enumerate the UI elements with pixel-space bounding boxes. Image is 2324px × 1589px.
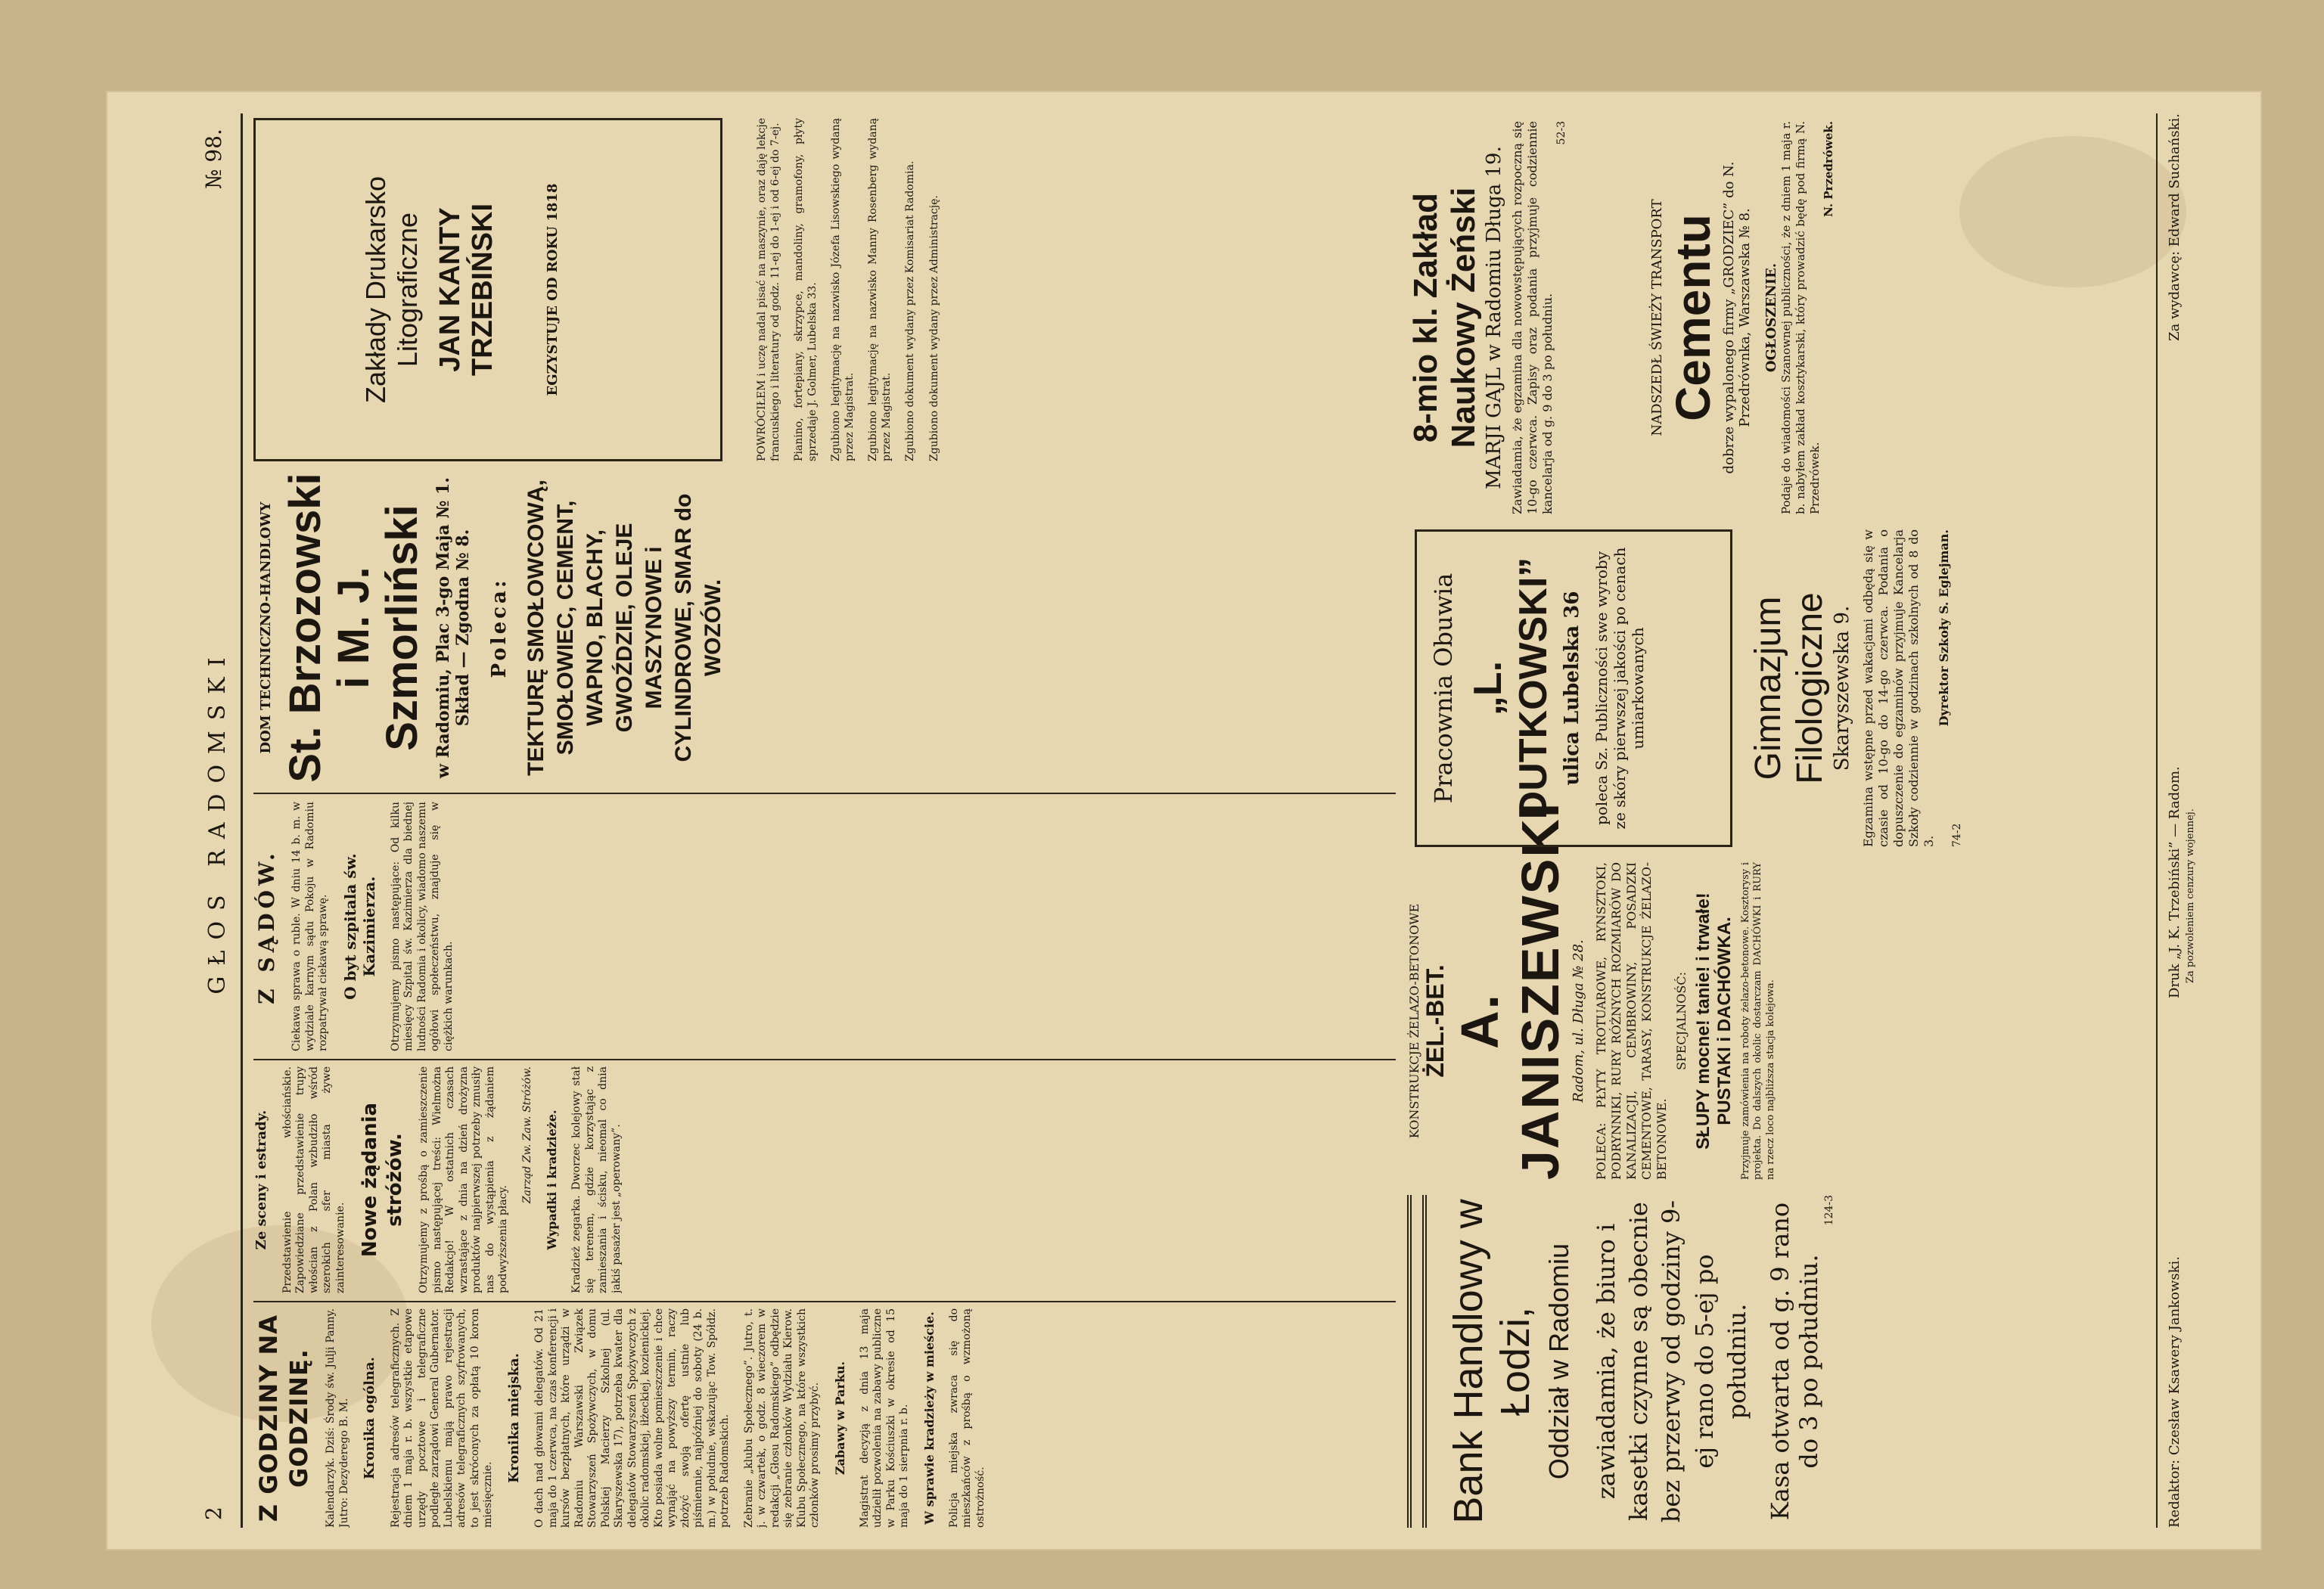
column-rule	[253, 793, 1396, 794]
section-headline: Z GODZINY NA GODZINĘ.	[254, 1314, 313, 1522]
gim-text: Egzamina wstępne przed wakacjami odbędą się w czasie od 10-go do 14-go czerwca. Podania o dopuszczenie do egzaminów przyjmuje Kancelarja Szkoły codziennie w godzinach szkolnych od 8 do 3.	[1861, 529, 1936, 847]
ogl-title: OGŁOSZENIE.	[1763, 262, 1779, 373]
litograf-ad	[253, 118, 722, 461]
small-notice: Pianino, fortepiany, skrzypce, mandoliny, gramofony, płyty sprzedaje J. Golmer, Lubelska 33.	[793, 118, 819, 461]
zak-title: 8-mio kl. Zakład Naukowy Żeński	[1407, 187, 1482, 448]
bank-ad	[1407, 1195, 2148, 1528]
news-column-1	[253, 1308, 1396, 1528]
dom-list: TEKTURĘ SMOŁOWCOWĄ, SMOŁOWIEC, CEMENT, WAPNO, BLACHY, GWOŹDZIE, OLEJE MASZYNOWE i CYLINDROWE, SMAR do WOZÓW.	[524, 479, 726, 776]
jan-spec: SPECJALNOŚĆ:	[1674, 972, 1689, 1070]
kronika-text: Rejestracja adresów telegraficznych. Z dniem 1 maja r. b. wszystkie etapowe urzędy pocztowe i telegraficzne podległe zarządowi General Gubernator. Lubelskiemu mają prawo rejestracji adresów telegraficznych szyfrowanych, to jest skróconych za opłatą 10 koron miesięcznie.	[389, 1308, 494, 1528]
gim-addr: Skaryszewska 9.	[1831, 605, 1853, 771]
gimnazjum-ad	[1748, 529, 2141, 847]
dom-pre: DOM TECHNICZNO-HANDLOWY	[258, 501, 274, 754]
display-ads	[1407, 113, 2148, 1528]
sady-text: Ciekawa sprawa o ruble. W dniu 14 b. m. w wydziale karnym sądu Pokoju w Radomiu rozpatrywał ciekawą sprawę.	[290, 802, 329, 1051]
kronika-title: Kronika ogólna.	[362, 1357, 377, 1479]
bank-kasa: Kasa otwarta od g. 9 rano do 3 po południu.	[1765, 1202, 1823, 1521]
bank-num: 124-3	[1822, 1195, 1835, 1226]
klub-text: Zebranie „klubu Społecznego”. Jutro, t. j. w czwartek, o godz. 8 wieczorem w redakcji „Głosu Radomskiego” odbędzie się zebranie członków Wydziału Kierow. Klubu Społecznego, na które wszystkich członków prosimy przybyć.	[742, 1308, 821, 1528]
footer-druk: Druk „J. K. Trzebiński” — Radom.	[2167, 766, 2183, 998]
footer-wydawca: Za wydawcę: Edward Suchański.	[2167, 113, 2183, 341]
dut-text: poleca Sz. Publiczności swe wyroby ze skóry pierwszej jakości po cenach umiarkowanych	[1592, 547, 1647, 830]
cem-text: dobrze wypalonego firmy „GRODZIEC” do N. Przedrównka, Warszawska № 8.	[1721, 161, 1753, 474]
dut-name: „L. DUTKOWSKI”	[1466, 557, 1555, 820]
footer-cenzura: Za pozwoleniem cenzury wojennej.	[2185, 808, 2196, 983]
dom-poleca: Poleca:	[488, 577, 511, 678]
jan-small: Przyjmuje zamówienia na roboty żelazo-betonowe. Kosztorysy i projekta. Do dalszych okolic dostarczam DACHÓWKI i RURY na rzecz loco najbliższa stacja kolejowa.	[1740, 862, 1776, 1180]
small-notice: Zgubiono dokument wydany przez Komisariat Radomia.	[904, 160, 916, 461]
chain-border	[1407, 1195, 1427, 1528]
wypadki-title: Wypadki i kradzieże.	[545, 1110, 559, 1250]
szpital-title: O byt szpitala św. Kazimierza.	[340, 853, 378, 1000]
jan-text: POLECA: PŁYTY TROTUAROWE, RYNSZTOKI, PODRYNNIKI, RURY RÓŻNYCH ROZMIARÓW DO KANALIZACJI, CEMBROWINY, POSADZKI CEMENTOWE, TARASY, KONSTRUKCJE ŻELAZO-BETONOWE.	[1594, 862, 1669, 1180]
right-ads-strip	[253, 113, 1396, 461]
jan-name: A. JANISZEWSKI	[1450, 801, 1570, 1180]
stroze-sign: Zarząd Zw. Zaw. Stróżów.	[520, 1066, 533, 1204]
small-notice: Zgubiono legitymację na nazwisko Manny Rosenberg wydaną przez Magistrat.	[867, 118, 893, 461]
jan-slupy: SŁUPY mocne! tanie! i trwałe! PUSTAKI i DACHÓWKA.	[1693, 892, 1735, 1150]
bank-title: Bank Handlowy w Łodzi,	[1446, 1199, 1538, 1524]
newspaper-page	[106, 91, 2262, 1550]
jan-firm: ŻEL.-BET.	[1421, 964, 1449, 1078]
gim-num: 74-2	[1951, 823, 1963, 847]
ogl-text: Podaje do wiadomości Szanownej publiczności, że z dniem 1 maja r. b. nabyłem zakład kosztykarski, który prowadzić będę pod firmą N. Przedrówek.	[1779, 121, 1822, 514]
dom-addr: w Radomiu, Plac 3-go Maja № 1. Skład — Zgodna № 8.	[433, 476, 474, 779]
kalendarz-text: Kalendarzyk. Dziś: Środy św. Julji Panny. Jutro: Dezyderego B. M.	[325, 1308, 350, 1528]
jan-addr: Radom, ul. Długa № 28.	[1571, 939, 1586, 1103]
szpital-text: Otrzymujemy pismo następujące: Od kilku miesięcy Szpital św. Kazimierza dla biednej ludności Radomia i okolicy, wiadomo naszemu ogółowi społeczeństwu, znajduje się w ciężkich warunkach.	[389, 802, 455, 1051]
jan-konstr: KONSTRUKCJE ŻELAZO-BETONOWE	[1407, 903, 1421, 1139]
cement-ad	[1649, 121, 2141, 514]
small-notice: Zgubiono legitymację na nazwisko Józefa Lisowskiego wydaną przez Magistrat.	[830, 118, 856, 461]
cem-pre: NADSZEDŁ ŚWIEŻY TRANSPORT	[1649, 199, 1665, 436]
ogl-sign: N. Przedrówek.	[1822, 121, 1836, 217]
page-number: 2	[201, 1507, 226, 1520]
small-notice: Zgubiono dokument wydany przez Administrację.	[927, 195, 940, 461]
news-column-3	[253, 802, 1396, 1051]
lit-title: Zakłady Drukarsko Litograficzne	[360, 175, 423, 404]
wypadki-text: Kradzież zegarka. Dworzec kolejowy stał się terenem, gdzie korzystając z zamieszania i ścisku, nieomal co dnia jakiś pasażer jest „operowany”.	[570, 1066, 623, 1293]
kradziez-text: Policja miejska zwraca się do mieszkańców z prośbą o wzmożoną ostrożność.	[947, 1308, 986, 1528]
stroze-title: Nowe żądania stróżów.	[359, 1102, 406, 1258]
sceny-text: Przedstawienie włościańskie. Zapowiedziane przedstawienie trupy włościan z Polan wzbudziło wśród szerokich sfer miasta żywe zainteresowanie.	[281, 1066, 346, 1293]
gim-title: Gimnazjum Filologiczne	[1748, 592, 1830, 784]
zak-owner: MARJI GAJL w Radomiu Długa 19.	[1483, 146, 1505, 489]
column-rule	[253, 1301, 1396, 1302]
cem-title: Cementu	[1666, 214, 1720, 421]
lit-name: JAN KANTY TRZEBIŃSKI	[434, 203, 499, 376]
bank-text: zawiadamia, że biuro i kasetki czynne są obecnie bez przerwy od godziny 9-ej rano do 5-ej po południu.	[1592, 1200, 1751, 1523]
small-notice: POWRÓCIŁEM i uczę nadal pisać na maszynie, oraz daję lekcje francuskiego i literatury od godz. 11-ej do 1-ej i od 6-ej do 7-ej.	[756, 118, 781, 461]
zak-text: Zawiadamia, że egzamina dla nowowstępujących rozpoczną się 10-go czerwca. Zapisy oraz podania przyjmuje codziennie kancelarja od g. 9 do 3 po południu.	[1510, 121, 1555, 514]
dutkowski-ad	[1415, 529, 1732, 847]
footer-redaktor: Redaktor: Czesław Ksawery Jankowski.	[2167, 1256, 2183, 1528]
sceny-title: Ze sceny i estrady.	[253, 1110, 269, 1250]
bank-sub: Oddział w Radomiu	[1543, 1243, 1574, 1480]
dom-ad	[253, 469, 1396, 787]
stroze-text: Otrzymujemy z prośbą o zamieszczenie pismo następującej treści: Wielmożna Redakcjo! W ostatnich czasach wzrastające z dnia na dzień drożyzna produktów najpierwszej potrzeby zmusiły nas do wystąpienia z żądaniem podwyższenia płacy.	[418, 1066, 509, 1293]
lit-since: EGZYSTUJE OD ROKU 1818	[545, 183, 561, 396]
column-rule	[253, 1059, 1396, 1060]
zaklad-ad	[1407, 121, 1634, 514]
gim-sign: Dyrektor Szkoły S. Eglejman.	[1937, 529, 1951, 727]
dut-title: Pracownia Obuwia	[1429, 573, 1458, 804]
miejska-title: Kronika miejska.	[505, 1353, 522, 1483]
issue-number: № 98.	[201, 129, 226, 189]
kradziez-title: W sprawie kradzieży w mieście.	[921, 1311, 937, 1525]
footer	[2164, 113, 2209, 1528]
dut-street: ulica Lubelska 36	[1561, 591, 1583, 786]
masthead-title: GŁOS RADOMSKI	[204, 647, 231, 995]
rotated-sheet	[106, 91, 2262, 1550]
miejska-text: O dach nad głowami delegatów. Od 21 maja do 1 czerwca, na czas konferencji i kursów bezpłatnych, które urządzi w Radomiu Warszawski Związek Stowarzyszeń Spożywczych, w domu Polskiej Macierzy Szkolnej (ul. Skaryszewska 17), potrzeba kwater dla delegatów Stowarzyszeń Spożywczych z okolic radomskiej, iłżeckiej, kozienickiej. Kto posiada wolne pomieszczenie i chce wynająć na powyższy termin, raczy złożyć swoją ofertę ustnie lub piśmiennie, najpóźniej do soboty (24 b. m.) w południe, wskazując Tow. Spółdz. potrzeb Radomskich.	[533, 1308, 731, 1528]
small-notices	[745, 118, 952, 461]
zak-num: 52-3	[1555, 121, 1567, 145]
masthead-rule	[241, 113, 243, 1528]
park-title: Zabawy w Parku.	[832, 1361, 847, 1476]
sady-title: Z SĄDÓW.	[254, 849, 279, 1004]
dom-name: St. Brzozowski i M. J. Szmorliński	[281, 473, 427, 783]
news-column-2	[253, 1066, 1396, 1293]
footer-rule	[2156, 113, 2158, 1528]
park-text: Magistrat decyzją z dnia 13 maja udzielił pozwolenia na zabawy publiczne w Parku Kościuszki w okresie od 15 maja do 1 sierpnia r. b.	[858, 1308, 910, 1528]
